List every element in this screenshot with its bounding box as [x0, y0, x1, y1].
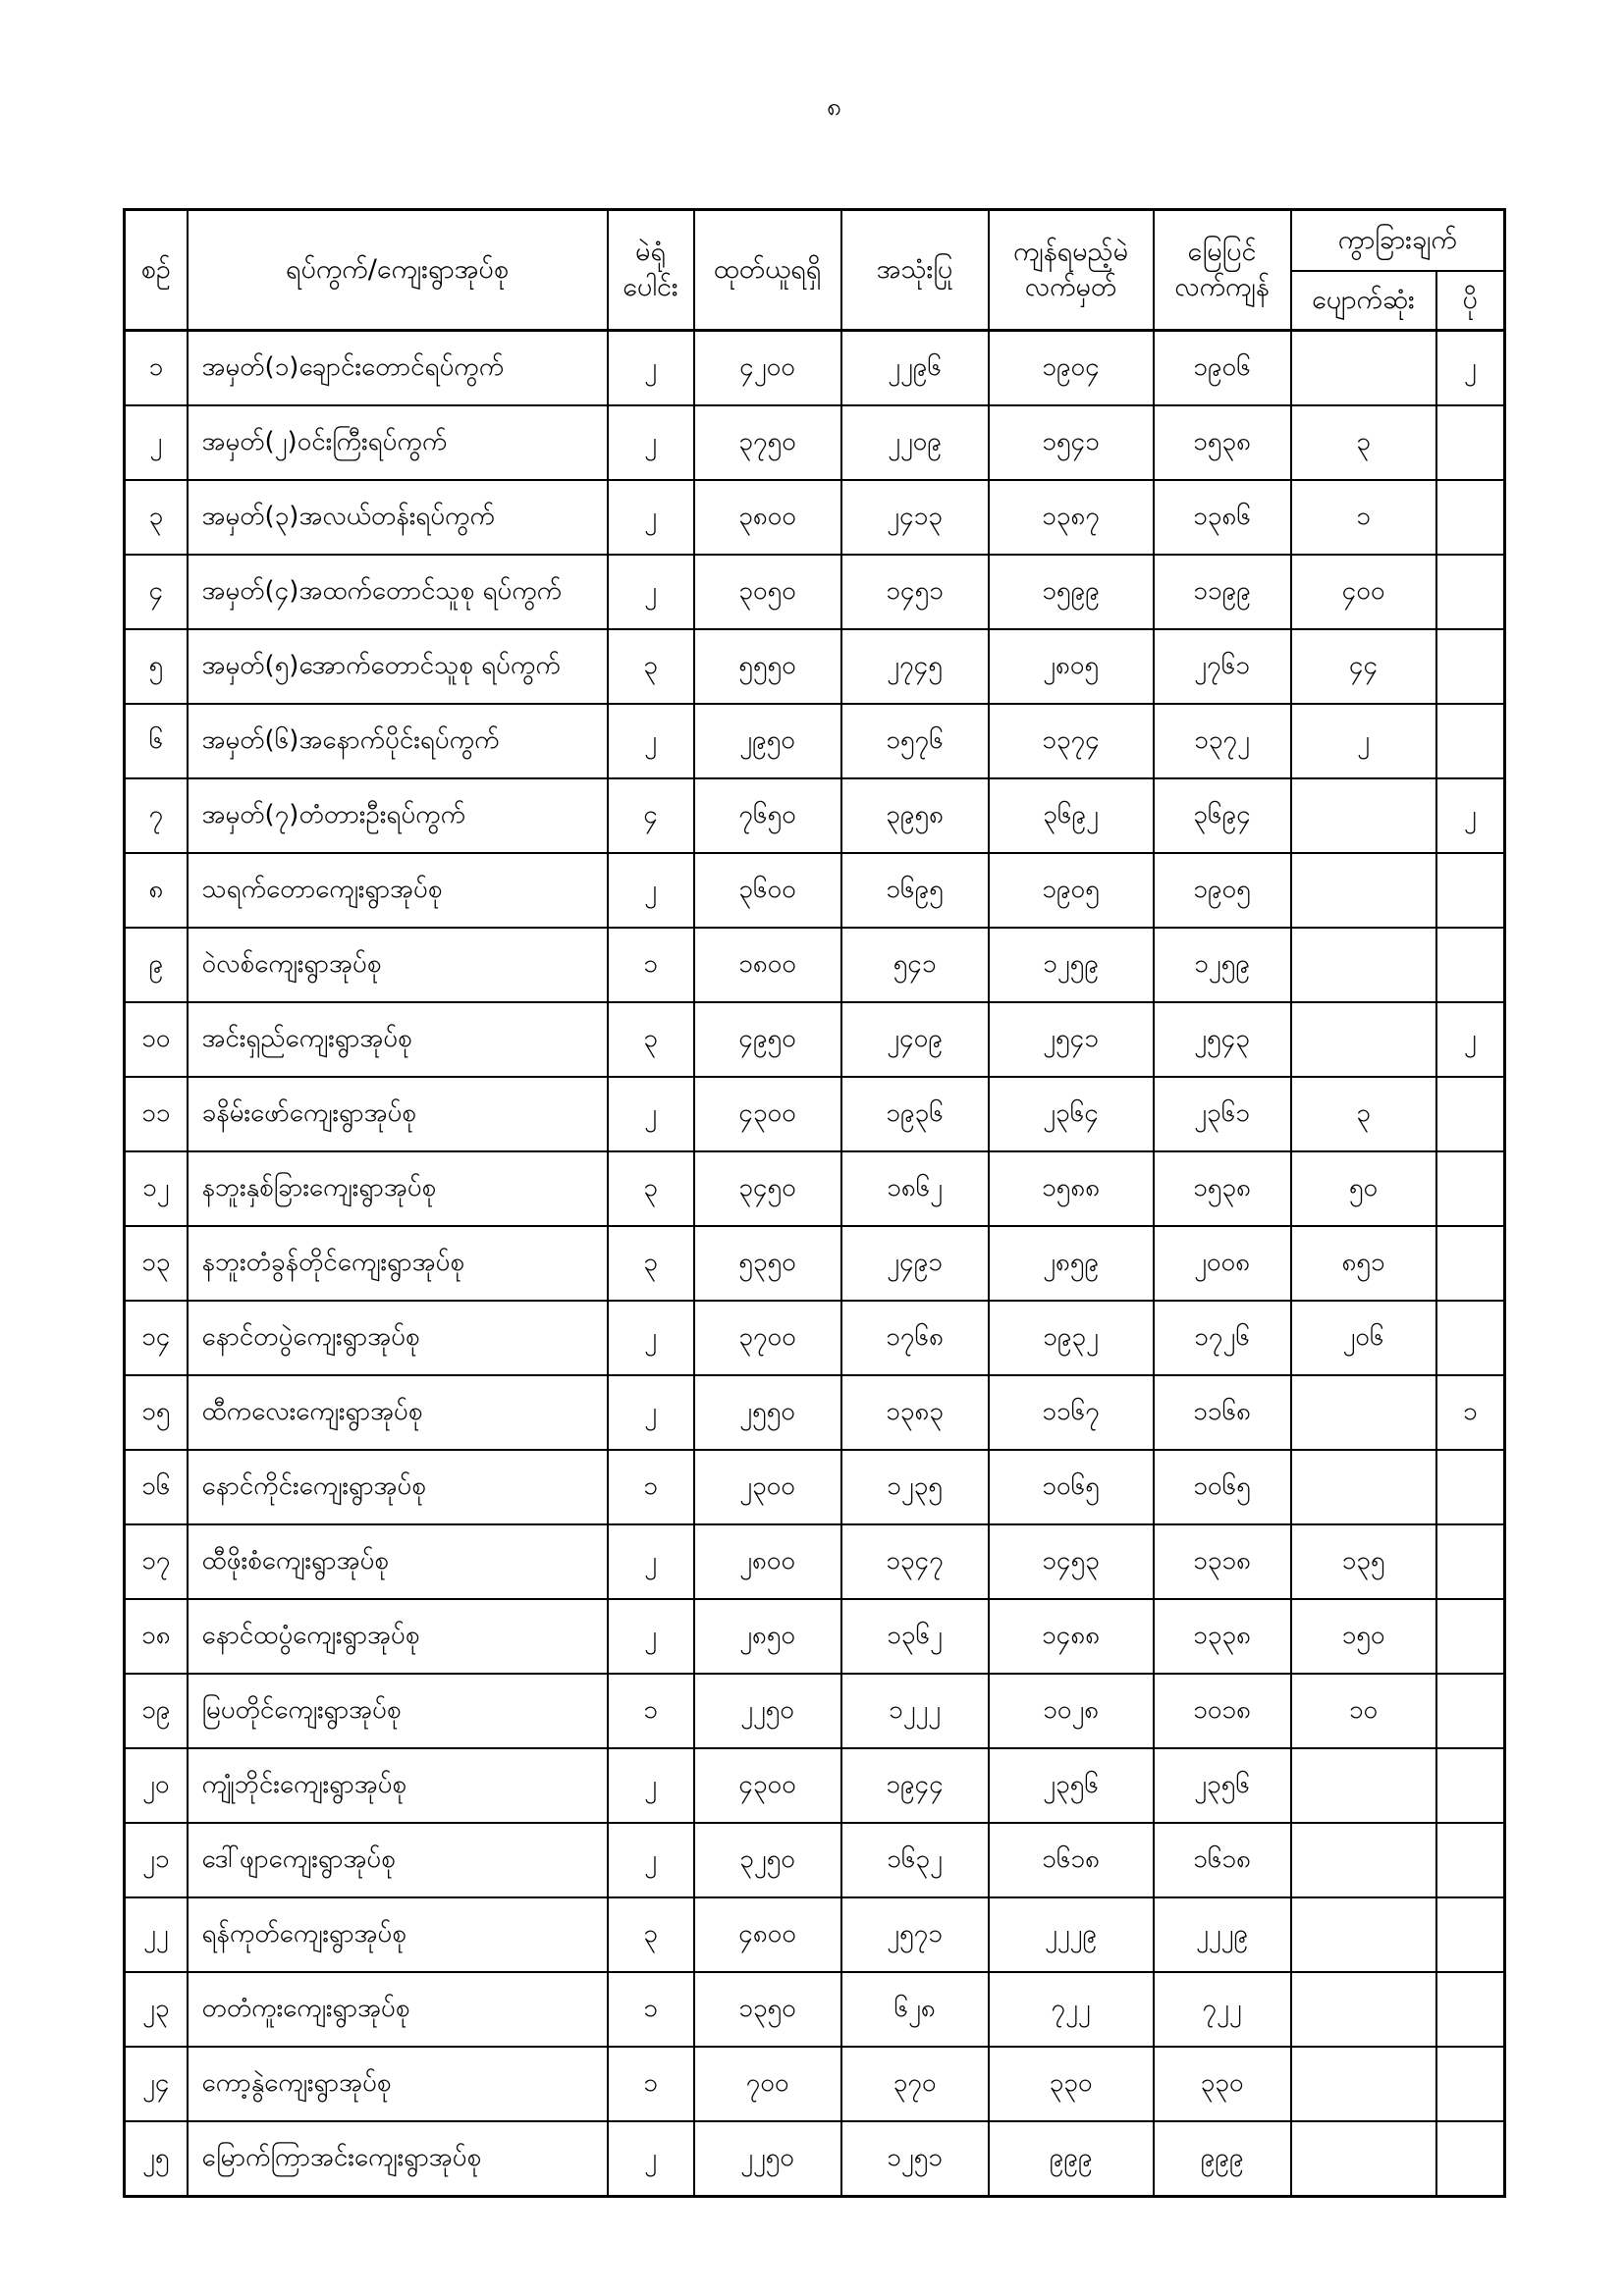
cell-ward-name: အမှတ်(၅)အောက်တောင်သူစု ရပ်ကွက် [188, 629, 608, 704]
cell-stations: ၂ [608, 1301, 694, 1375]
cell-lost: ၁ [1291, 480, 1436, 555]
cell-remaining: ၉၉၉ [989, 2121, 1154, 2197]
cell-remaining: ၁၄၈၈ [989, 1599, 1154, 1674]
cell-remaining: ၂၈၅၉ [989, 1226, 1154, 1301]
cell-serial: ၁ [125, 331, 188, 406]
cell-used: ၃၉၅၈ [841, 778, 989, 853]
cell-used: ၁၄၅၁ [841, 555, 989, 629]
cell-ward-name: အမှတ်(၁)ချောင်းတောင်ရပ်ကွက် [188, 331, 608, 406]
cell-extra [1436, 1748, 1505, 1823]
cell-received: ၃၆၀၀ [694, 853, 841, 928]
cell-received: ၃၈၀၀ [694, 480, 841, 555]
cell-used: ၂၅၇၁ [841, 1897, 989, 1972]
cell-ground: ၇၂၂ [1154, 1972, 1291, 2047]
cell-ward-name: အမှတ်(၆)အနောက်ပိုင်းရပ်ကွက် [188, 704, 608, 778]
cell-ward-name: အင်းရှည်ကျေးရွာအုပ်စု [188, 1002, 608, 1077]
cell-ward-name: ထီဖိုးစံကျေးရွာအုပ်စု [188, 1524, 608, 1599]
cell-ward-name: ဝဲလစ်ကျေးရွာအုပ်စု [188, 928, 608, 1002]
table-row [125, 2121, 1505, 2197]
cell-extra [1436, 853, 1505, 928]
cell-lost [1291, 2121, 1436, 2197]
cell-stations: ၁ [608, 1972, 694, 2047]
table-row [125, 853, 1505, 928]
cell-ward-name: သရက်တောကျေးရွာအုပ်စု [188, 853, 608, 928]
header-extra: ပို [1436, 271, 1505, 331]
cell-extra [1436, 1599, 1505, 1674]
cell-ward-name: နဘူးနှစ်ခြားကျေးရွာအုပ်စု [188, 1151, 608, 1226]
cell-stations: ၂ [608, 2121, 694, 2197]
cell-ground: ၁၆၁၈ [1154, 1823, 1291, 1897]
cell-ground: ၂၀၀၈ [1154, 1226, 1291, 1301]
cell-remaining: ၁၃၇၄ [989, 704, 1154, 778]
cell-received: ၇၆၅၀ [694, 778, 841, 853]
table-row [125, 1375, 1505, 1450]
header-ground: မြေပြင်လက်ကျန် [1154, 210, 1291, 331]
cell-used: ၁၃၄၇ [841, 1524, 989, 1599]
table-header [125, 210, 1505, 331]
table-row [125, 331, 1505, 406]
cell-used: ၁၂၅၁ [841, 2121, 989, 2197]
table-row [125, 405, 1505, 480]
cell-remaining: ၂၂၂၉ [989, 1897, 1154, 1972]
cell-lost: ၃ [1291, 1077, 1436, 1151]
table-row [125, 778, 1505, 853]
cell-lost: ၄၄ [1291, 629, 1436, 704]
table-row [125, 1002, 1505, 1077]
cell-used: ၁၂၂၂ [841, 1674, 989, 1748]
cell-remaining: ၁၉၀၄ [989, 331, 1154, 406]
cell-stations: ၃ [608, 1226, 694, 1301]
cell-ground: ၁၃၁၈ [1154, 1524, 1291, 1599]
cell-ground: ၁၂၅၉ [1154, 928, 1291, 1002]
cell-received: ၁၃၅၀ [694, 1972, 841, 2047]
cell-remaining: ၂၃၅၆ [989, 1748, 1154, 1823]
cell-remaining: ၁၉၀၅ [989, 853, 1154, 928]
cell-used: ၂၄၉၁ [841, 1226, 989, 1301]
cell-received: ၄၉၅၀ [694, 1002, 841, 1077]
cell-stations: ၂ [608, 1375, 694, 1450]
cell-remaining: ၇၂၂ [989, 1972, 1154, 2047]
cell-remaining: ၁၅၉၉ [989, 555, 1154, 629]
table-row [125, 1077, 1505, 1151]
cell-serial: ၂၁ [125, 1823, 188, 1897]
table-row [125, 1450, 1505, 1524]
header-row-main [125, 210, 1505, 272]
header-difference: ကွာခြားချက် [1291, 210, 1505, 272]
cell-ground: ၃၆၉၄ [1154, 778, 1291, 853]
cell-serial: ၂၃ [125, 1972, 188, 2047]
cell-extra [1436, 1972, 1505, 2047]
cell-ground: ၁၁၆၈ [1154, 1375, 1291, 1450]
cell-used: ၂၇၄၅ [841, 629, 989, 704]
cell-ground: ၂၇၆၁ [1154, 629, 1291, 704]
cell-lost [1291, 1450, 1436, 1524]
cell-extra [1436, 1897, 1505, 1972]
cell-lost: ၃ [1291, 405, 1436, 480]
header-serial: စဉ် [125, 210, 188, 331]
cell-ground: ၂၃၅၆ [1154, 1748, 1291, 1823]
table-row [125, 1897, 1505, 1972]
table-row [125, 928, 1505, 1002]
cell-lost [1291, 1375, 1436, 1450]
cell-serial: ၁၀ [125, 1002, 188, 1077]
cell-remaining: ၃၃၀ [989, 2047, 1154, 2121]
cell-lost [1291, 853, 1436, 928]
cell-ground: ၁၁၉၉ [1154, 555, 1291, 629]
cell-remaining: ၁၀၆၅ [989, 1450, 1154, 1524]
cell-extra [1436, 1077, 1505, 1151]
cell-used: ၂၂၀၉ [841, 405, 989, 480]
table-body [125, 331, 1505, 2197]
cell-ground: ၂၅၄၃ [1154, 1002, 1291, 1077]
cell-extra [1436, 2121, 1505, 2197]
cell-received: ၂၂၅၀ [694, 2121, 841, 2197]
cell-serial: ၁၂ [125, 1151, 188, 1226]
cell-used: ၁၇၆၈ [841, 1301, 989, 1375]
cell-lost: ၅၀ [1291, 1151, 1436, 1226]
cell-ward-name: နောင်တပွဲကျေးရွာအုပ်စု [188, 1301, 608, 1375]
cell-extra: ၁ [1436, 1375, 1505, 1450]
cell-received: ၇၀၀ [694, 2047, 841, 2121]
cell-extra: ၂ [1436, 331, 1505, 406]
cell-lost [1291, 1823, 1436, 1897]
cell-ground: ၂၂၂၉ [1154, 1897, 1291, 1972]
cell-ground: ၁၉၀၅ [1154, 853, 1291, 928]
cell-remaining: ၂၃၆၄ [989, 1077, 1154, 1151]
cell-extra [1436, 555, 1505, 629]
cell-received: ၂၂၅၀ [694, 1674, 841, 1748]
cell-ward-name: မြောက်ကြာအင်းကျေးရွာအုပ်စု [188, 2121, 608, 2197]
table-row [125, 1524, 1505, 1599]
header-remaining: ကျန်ရမည့်မဲလက်မှတ် [989, 210, 1154, 331]
cell-ground: ၁၃၇၂ [1154, 704, 1291, 778]
cell-stations: ၂ [608, 555, 694, 629]
cell-ward-name: ကျုံဘိုင်းကျေးရွာအုပ်စု [188, 1748, 608, 1823]
cell-ground: ၉၉၉ [1154, 2121, 1291, 2197]
cell-lost: ၁၀ [1291, 1674, 1436, 1748]
header-stations: မဲရုံပေါင်း [608, 210, 694, 331]
cell-extra: ၂ [1436, 778, 1505, 853]
cell-remaining: ၁၄၅၃ [989, 1524, 1154, 1599]
cell-used: ၁၃၆၂ [841, 1599, 989, 1674]
cell-used: ၁၃၈၃ [841, 1375, 989, 1450]
cell-lost [1291, 778, 1436, 853]
cell-used: ၁၉၄၄ [841, 1748, 989, 1823]
cell-stations: ၃ [608, 1897, 694, 1972]
cell-ward-name: နဘူးတံခွန်တိုင်ကျေးရွာအုပ်စု [188, 1226, 608, 1301]
cell-lost: ၂၀၆ [1291, 1301, 1436, 1375]
cell-serial: ၂၅ [125, 2121, 188, 2197]
cell-remaining: ၁၉၃၂ [989, 1301, 1154, 1375]
cell-remaining: ၁၆၁၈ [989, 1823, 1154, 1897]
cell-extra [1436, 704, 1505, 778]
cell-ground: ၁၃၃၈ [1154, 1599, 1291, 1674]
cell-ward-name: အမှတ်(၇)တံတားဦးရပ်ကွက် [188, 778, 608, 853]
cell-serial: ၁၁ [125, 1077, 188, 1151]
header-ward-name: ရပ်ကွက်/ကျေးရွာအုပ်စု [188, 210, 608, 331]
cell-serial: ၈ [125, 853, 188, 928]
cell-received: ၄၃၀၀ [694, 1077, 841, 1151]
cell-serial: ၁၈ [125, 1599, 188, 1674]
cell-extra [1436, 405, 1505, 480]
cell-lost [1291, 2047, 1436, 2121]
cell-ward-name: မြပတိုင်ကျေးရွာအုပ်စု [188, 1674, 608, 1748]
cell-extra [1436, 928, 1505, 1002]
cell-lost [1291, 928, 1436, 1002]
cell-received: ၄၃၀၀ [694, 1748, 841, 1823]
cell-lost [1291, 1002, 1436, 1077]
cell-ward-name: ကော့နွဲကျေးရွာအုပ်စု [188, 2047, 608, 2121]
cell-serial: ၁၆ [125, 1450, 188, 1524]
cell-used: ၃၇၀ [841, 2047, 989, 2121]
cell-serial: ၁၉ [125, 1674, 188, 1748]
table-row [125, 1151, 1505, 1226]
cell-received: ၃၂၅၀ [694, 1823, 841, 1897]
cell-lost: ၁၅၀ [1291, 1599, 1436, 1674]
cell-extra [1436, 480, 1505, 555]
cell-used: ၂၂၉၆ [841, 331, 989, 406]
cell-used: ၁၂၃၅ [841, 1450, 989, 1524]
cell-remaining: ၁၅၄၁ [989, 405, 1154, 480]
cell-ward-name: နောင်ကိုင်းကျေးရွာအုပ်စု [188, 1450, 608, 1524]
ballot-summary-table [123, 208, 1506, 2198]
cell-received: ၂၉၅၀ [694, 704, 841, 778]
cell-ward-name: အမှတ်(၃)အလယ်တန်းရပ်ကွက် [188, 480, 608, 555]
cell-ward-name: အမှတ်(၄)အထက်တောင်သူစု ရပ်ကွက် [188, 555, 608, 629]
table-row [125, 480, 1505, 555]
cell-remaining: ၁၂၅၉ [989, 928, 1154, 1002]
cell-stations: ၂ [608, 1748, 694, 1823]
cell-stations: ၁ [608, 928, 694, 1002]
cell-lost [1291, 1972, 1436, 2047]
cell-used: ၁၆၃၂ [841, 1823, 989, 1897]
cell-used: ၂၄၀၉ [841, 1002, 989, 1077]
cell-extra [1436, 2047, 1505, 2121]
cell-stations: ၂ [608, 1599, 694, 1674]
table-row [125, 555, 1505, 629]
cell-used: ၁၈၆၂ [841, 1151, 989, 1226]
cell-extra [1436, 1524, 1505, 1599]
cell-ward-name: နောင်ထပွံကျေးရွာအုပ်စု [188, 1599, 608, 1674]
cell-received: ၁၈၀၀ [694, 928, 841, 1002]
cell-received: ၄၂၀၀ [694, 331, 841, 406]
cell-serial: ၂ [125, 405, 188, 480]
cell-received: ၂၈၅၀ [694, 1599, 841, 1674]
cell-ward-name: ဒေါ်ဖျာကျေးရွာအုပ်စု [188, 1823, 608, 1897]
cell-stations: ၄ [608, 778, 694, 853]
cell-stations: ၁ [608, 1674, 694, 1748]
cell-remaining: ၂၈၀၅ [989, 629, 1154, 704]
cell-lost: ၄၀၀ [1291, 555, 1436, 629]
cell-extra [1436, 1674, 1505, 1748]
cell-lost [1291, 1748, 1436, 1823]
cell-remaining: ၃၆၉၂ [989, 778, 1154, 853]
cell-ward-name: ထီကလေးကျေးရွာအုပ်စု [188, 1375, 608, 1450]
cell-ground: ၁၀၁၈ [1154, 1674, 1291, 1748]
cell-remaining: ၁၅၈၈ [989, 1151, 1154, 1226]
cell-extra [1436, 1226, 1505, 1301]
header-received: ထုတ်ယူရရှိ [694, 210, 841, 331]
cell-stations: ၃ [608, 1002, 694, 1077]
cell-extra [1436, 1301, 1505, 1375]
cell-serial: ၁၄ [125, 1301, 188, 1375]
cell-received: ၃၄၅၀ [694, 1151, 841, 1226]
cell-ground: ၁၃၈၆ [1154, 480, 1291, 555]
cell-used: ၆၂၈ [841, 1972, 989, 2047]
cell-extra [1436, 1151, 1505, 1226]
cell-serial: ၆ [125, 704, 188, 778]
cell-ground: ၁၅၃၈ [1154, 405, 1291, 480]
table-row [125, 1226, 1505, 1301]
cell-stations: ၁ [608, 2047, 694, 2121]
cell-remaining: ၁၃၈၇ [989, 480, 1154, 555]
cell-serial: ၂၀ [125, 1748, 188, 1823]
cell-ground: ၁၅၃၈ [1154, 1151, 1291, 1226]
table-row [125, 704, 1505, 778]
cell-received: ၄၈၀၀ [694, 1897, 841, 1972]
header-lost: ပျောက်ဆုံး [1291, 271, 1436, 331]
cell-used: ၅၄၁ [841, 928, 989, 1002]
cell-stations: ၂ [608, 331, 694, 406]
cell-received: ၃၇၀၀ [694, 1301, 841, 1375]
cell-serial: ၁၅ [125, 1375, 188, 1450]
cell-received: ၂၃၀၀ [694, 1450, 841, 1524]
cell-stations: ၂ [608, 853, 694, 928]
cell-used: ၁၆၉၅ [841, 853, 989, 928]
cell-serial: ၁၇ [125, 1524, 188, 1599]
cell-stations: ၃ [608, 629, 694, 704]
table-row [125, 1599, 1505, 1674]
cell-remaining: ၂၅၄၁ [989, 1002, 1154, 1077]
table-row [125, 629, 1505, 704]
cell-lost [1291, 1897, 1436, 1972]
table-row [125, 1674, 1505, 1748]
cell-used: ၁၅၇၆ [841, 704, 989, 778]
cell-ground: ၁၇၂၆ [1154, 1301, 1291, 1375]
cell-ward-name: ရန်ကုတ်ကျေးရွာအုပ်စု [188, 1897, 608, 1972]
cell-ground: ၁၉၀၆ [1154, 331, 1291, 406]
cell-lost [1291, 331, 1436, 406]
cell-stations: ၂ [608, 1077, 694, 1151]
cell-used: ၂၄၁၃ [841, 480, 989, 555]
cell-received: ၅၅၅၀ [694, 629, 841, 704]
table-row [125, 1301, 1505, 1375]
cell-ground: ၁၀၆၅ [1154, 1450, 1291, 1524]
cell-serial: ၂၂ [125, 1897, 188, 1972]
cell-serial: ၅ [125, 629, 188, 704]
cell-stations: ၂ [608, 1524, 694, 1599]
cell-received: ၃၀၅၀ [694, 555, 841, 629]
cell-ground: ၂၃၆၁ [1154, 1077, 1291, 1151]
table-row [125, 1748, 1505, 1823]
cell-extra [1436, 629, 1505, 704]
cell-ward-name: ခနိမ်းဖော်ကျေးရွာအုပ်စု [188, 1077, 608, 1151]
cell-serial: ၂၄ [125, 2047, 188, 2121]
cell-used: ၁၉၃၆ [841, 1077, 989, 1151]
cell-extra [1436, 1823, 1505, 1897]
cell-stations: ၂ [608, 1823, 694, 1897]
cell-lost: ၂ [1291, 704, 1436, 778]
cell-stations: ၂ [608, 405, 694, 480]
cell-extra: ၂ [1436, 1002, 1505, 1077]
cell-stations: ၂ [608, 480, 694, 555]
cell-ward-name: အမှတ်(၂)ဝင်းကြီးရပ်ကွက် [188, 405, 608, 480]
header-used: အသုံးပြု [841, 210, 989, 331]
cell-received: ၂၅၅၀ [694, 1375, 841, 1450]
cell-ward-name: တတံကူးကျေးရွာအုပ်စု [188, 1972, 608, 2047]
cell-lost: ၈၅၁ [1291, 1226, 1436, 1301]
cell-stations: ၁ [608, 1450, 694, 1524]
page-number: ၈ [827, 92, 841, 122]
table-row [125, 2047, 1505, 2121]
cell-remaining: ၁၁၆၇ [989, 1375, 1154, 1450]
cell-serial: ၁၃ [125, 1226, 188, 1301]
cell-stations: ၃ [608, 1151, 694, 1226]
cell-received: ၅၃၅၀ [694, 1226, 841, 1301]
cell-remaining: ၁၀၂၈ [989, 1674, 1154, 1748]
cell-serial: ၃ [125, 480, 188, 555]
cell-lost: ၁၃၅ [1291, 1524, 1436, 1599]
cell-received: ၃၇၅၀ [694, 405, 841, 480]
cell-stations: ၂ [608, 704, 694, 778]
cell-serial: ၄ [125, 555, 188, 629]
cell-serial: ၇ [125, 778, 188, 853]
cell-received: ၂၈၀၀ [694, 1524, 841, 1599]
table-row [125, 1972, 1505, 2047]
table-row [125, 1823, 1505, 1897]
cell-extra [1436, 1450, 1505, 1524]
cell-serial: ၉ [125, 928, 188, 1002]
cell-ground: ၃၃၀ [1154, 2047, 1291, 2121]
